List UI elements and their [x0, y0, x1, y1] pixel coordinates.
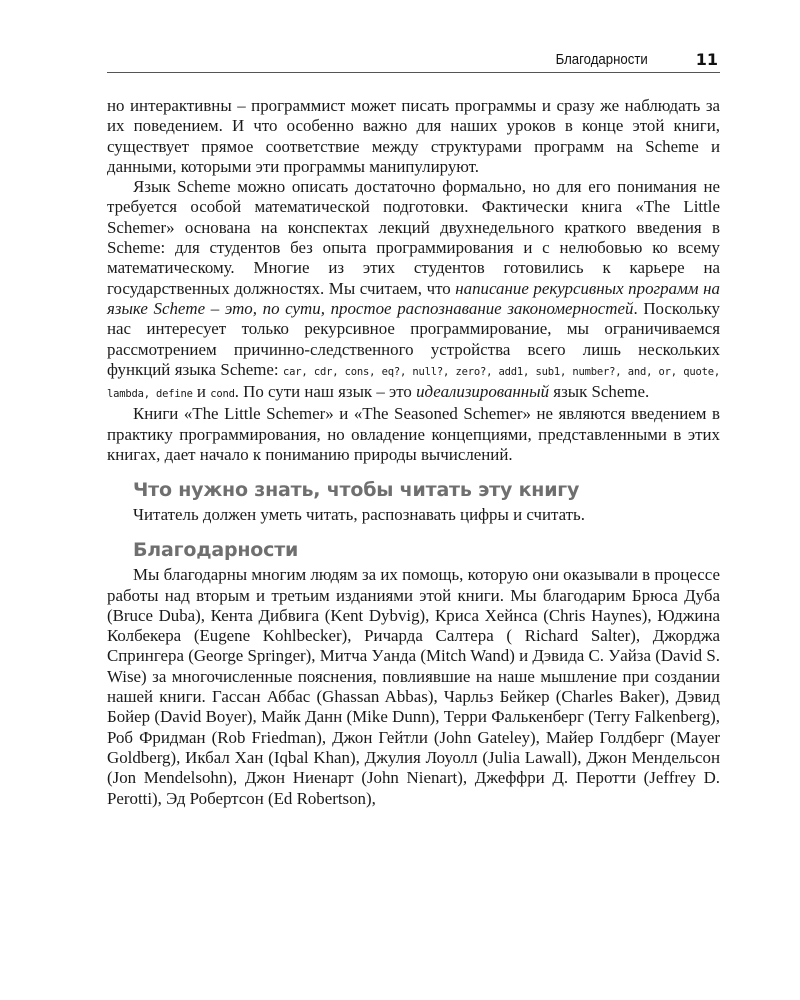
emphasis-text: написание рекурсивных программ на языке Scheme – это, по сути, простое распознавание закономерностей	[107, 278, 720, 318]
paragraph-text: язык Scheme.	[549, 382, 650, 402]
section-heading-acknowledgements: Благодарности	[133, 538, 299, 561]
paragraph-scheme-description	[107, 177, 720, 404]
paragraph-prerequisites: Читатель должен уметь читать, распознавать цифры и считать.	[133, 504, 585, 524]
code-cond: cond	[210, 388, 235, 401]
page-number: 11	[695, 50, 718, 69]
emphasis-text: идеализированный	[416, 382, 550, 402]
running-head-section-title: Благодарности	[555, 51, 648, 68]
paragraph-acknowledgements: Мы благодарны многим людям за их помощь, которую они оказывали в процессе работы над вторым и третьим изданиями этой книги. Мы благодарим Брюса Дуба (Bruce Duba), Кента Дибвига (Kent Dybvig), Криса Хейнса (Chris Haynes), Юджина Колбекера (Eugene Kohlbecker), Ричарда Салтера ( Richard Salter), Джорджа Спрингера (George Springer), Митча Уанда (Mitch Wand) и Дэвида С. Уайза (David S. Wise) за многочисленные пояснения, повлиявшие на наше мышление при создании нашей книги. Гассан Аббас (Ghassan Abbas), Чарльз Бейкер (Charles Baker), Дэвид Бойер (David Boyer), Майк Данн (Mike Dunn), Терри Фалькенберг (Terry Falkenberg), Роб Фридман (Rob Friedman), Джон Гейтли (John Gateley), Майер Голдберг (Mayer Goldberg), Икбал Хан (Iqbal Khan), Джулия Лоуолл (Julia Lawall), Джон Мендельсон (Jon Mendelsohn), Джон Ниенарт (John Nienart), Джеффри Д. Перотти (Jeffrey D. Perotti), Эд Робертсон (Ed Robertson),	[107, 565, 720, 808]
paragraph-text: . По сути наш язык – это	[234, 382, 417, 402]
section-heading-prerequisites: Что нужно знать, чтобы читать эту книгу	[133, 479, 580, 502]
page-body	[107, 96, 720, 809]
paragraph-text: . Поскольку нас интересует только рекурсивное программирование, мы ограничиваемся рассмотрением причинно-следственного устройства всего лишь нескольких функций языка Scheme:	[107, 298, 720, 379]
paragraph-continued: но интерактивны – программист может писать программы и сразу же наблюдать за их поведением. И что особенно важно для наших уроков в конце этой книги, существует прямое соответствие между структурами программ на Scheme и данными, которыми эти программы манипулируют.	[107, 96, 720, 176]
paragraph-books: Книги «The Little Schemer» и «The Seasoned Schemer» не являются введением в практику программирования, но овладение концепциями, представленными в этих книгах, дает начало к пониманию природы вычислений.	[107, 404, 720, 465]
paragraph-text: и	[192, 382, 211, 402]
running-head	[107, 48, 720, 73]
paragraph-text: Язык Scheme можно описать достаточно формально, но для его понимания не требуется особой математической подготовки. Фактически книга «The Little Schemer» основана на конспектах лекций двухнедельного краткого введения в Scheme: для студентов без опыта программирования и с нелюбовью ко всему математическому. Многие из этих студентов готовились к карьере на государственных должностях. Мы считаем, что	[107, 177, 720, 298]
code-function-list: car, cdr, cons, eq?, null?, zero?, add1, sub1, number?, and, or, quote, lambda, define	[107, 365, 720, 401]
